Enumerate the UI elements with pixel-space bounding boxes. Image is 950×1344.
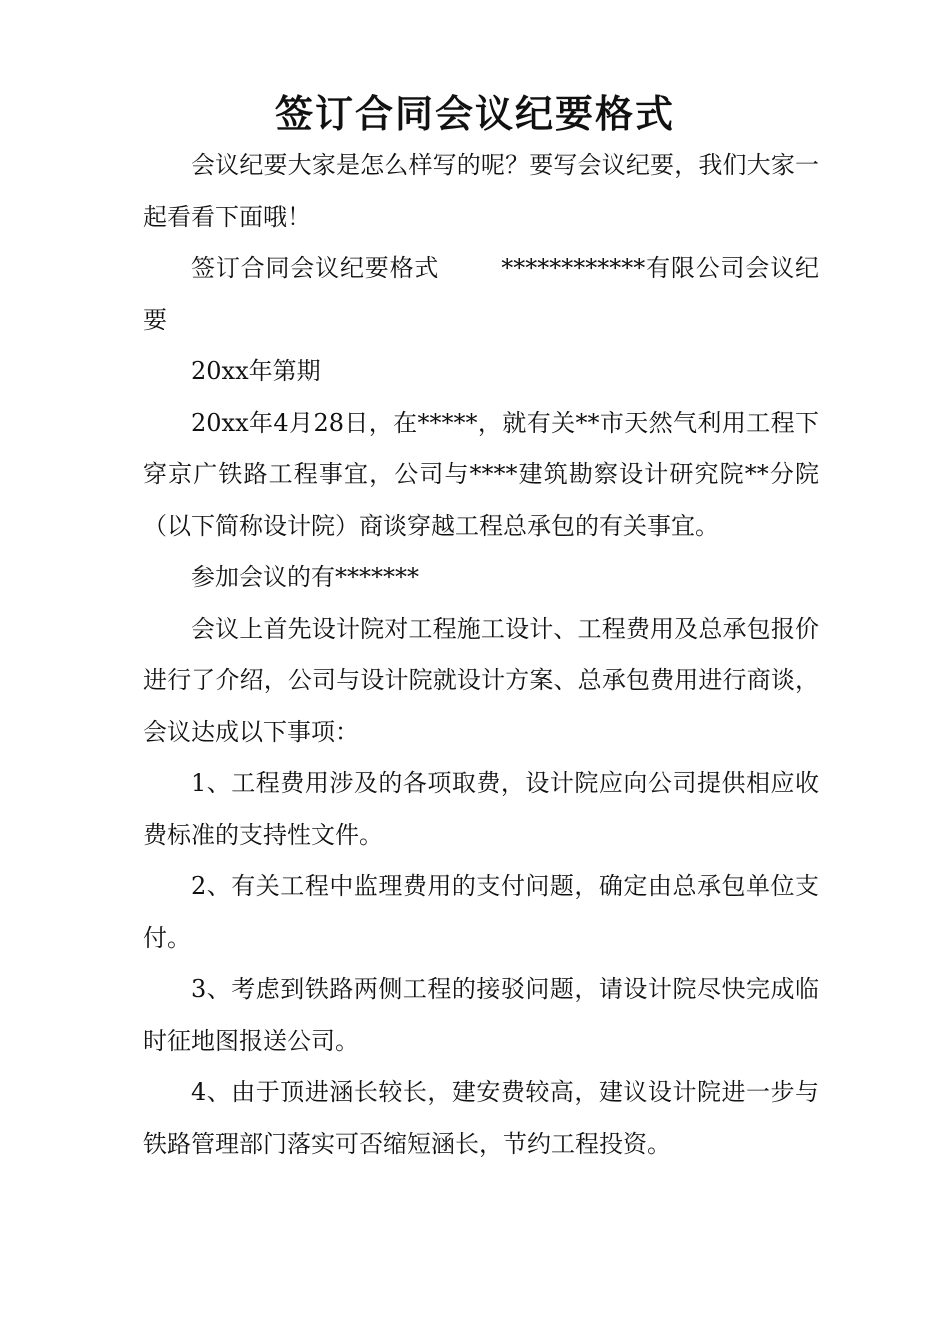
item-paragraph-3: 3、考虑到铁路两侧工程的接驳问题，请设计院尽快完成临时征地图报送公司。 [143,975,819,1055]
attendees-paragraph: 参加会议的有******* [191,563,419,591]
heading-left: 签订合同会议纪要格式 [191,254,440,282]
summary-paragraph: 会议上首先设计院对工程施工设计、工程费用及总承包报价进行了介绍，公司与设计院就设计方案、总承包费用进行商谈，会议达成以下事项： [143,614,819,746]
document-body [143,140,819,1170]
heading-paragraph [143,243,819,346]
item-paragraph-4: 4、由于顶进涵长较长，建安费较高，建议设计院进一步与铁路管理部门落实可否缩短涵长，节约工程投资。 [143,1078,819,1158]
intro-paragraph: 会议纪要大家是怎么样写的呢？要写会议纪要，我们大家一起看看下面哦！ [143,151,819,231]
background-paragraph: 20xx年4月28日，在*****，就有关**市天然气利用工程下穿京广铁路工程事宜，公司与****建筑勘察设计研究院**分院（以下简称设计院）商谈穿越工程总承包的有关事宜。 [143,408,819,540]
item-paragraph-2: 2、有关工程中监理费用的支付问题，确定由总承包单位支付。 [143,872,819,952]
issue-paragraph: 20xx年第期 [191,357,321,385]
heading-right: ************有限公司会议纪要 [143,254,820,334]
document-title: 签订合同会议纪要格式 [274,92,675,136]
item-paragraph-1: 1、工程费用涉及的各项取费，设计院应向公司提供相应收费标准的支持性文件。 [143,769,819,849]
